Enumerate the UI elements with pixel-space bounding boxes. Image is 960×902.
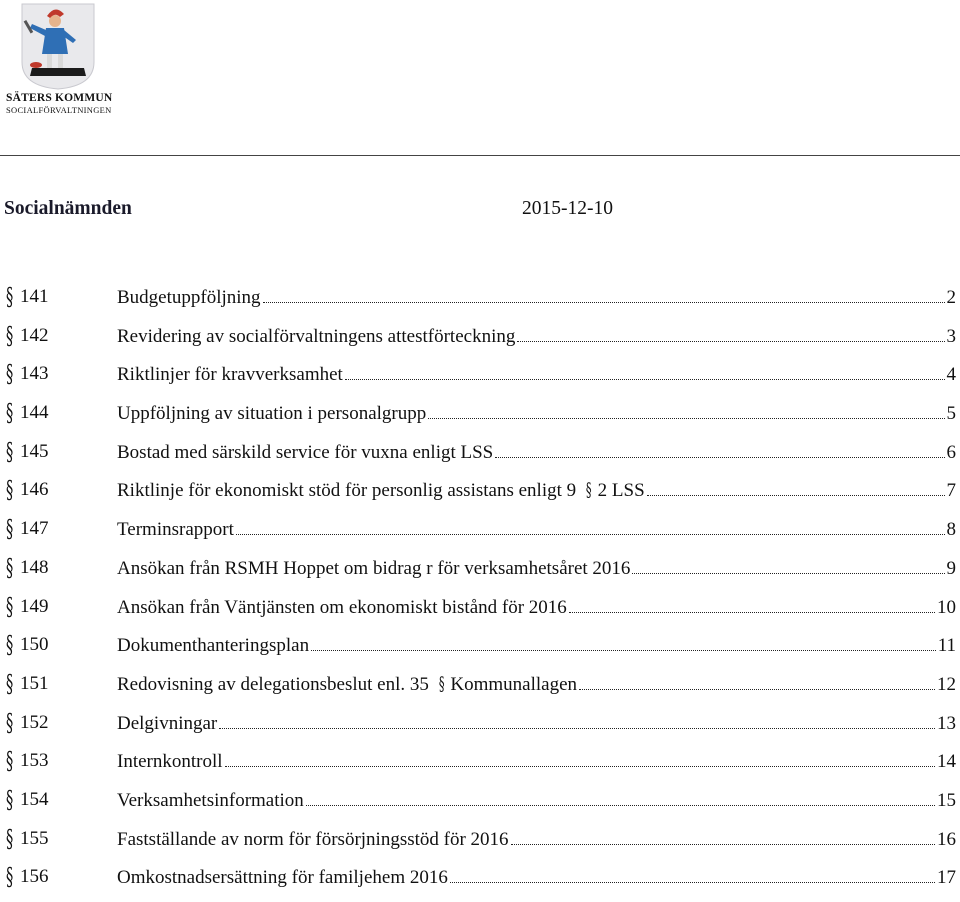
section-sign-icon: § bbox=[6, 553, 14, 582]
toc-entry-line bbox=[117, 747, 956, 776]
section-sign-icon: § bbox=[438, 672, 445, 695]
dot-leader bbox=[450, 863, 935, 883]
section-sign-icon: § bbox=[6, 785, 14, 814]
dot-leader bbox=[495, 438, 944, 458]
toc-entry-line bbox=[117, 554, 956, 583]
toc-entry-title: Budgetuppföljning bbox=[117, 287, 261, 308]
toc-entry-title: Verksamhetsinformation bbox=[117, 789, 304, 811]
toc-entry[interactable] bbox=[0, 399, 960, 438]
toc-entry[interactable] bbox=[0, 631, 960, 670]
toc-entry[interactable] bbox=[0, 825, 960, 864]
toc-entry-page-number: 5 bbox=[946, 403, 956, 425]
table-of-contents bbox=[0, 283, 960, 902]
toc-entry[interactable] bbox=[0, 747, 960, 786]
toc-entry-page-number: 7 bbox=[946, 480, 956, 502]
toc-entry-number: 148 bbox=[20, 556, 49, 578]
section-sign-icon: § bbox=[6, 360, 14, 389]
section-sign-icon: § bbox=[6, 515, 14, 544]
header-divider bbox=[0, 155, 960, 156]
dot-leader bbox=[647, 476, 945, 496]
toc-entry-line bbox=[117, 360, 956, 389]
dot-leader bbox=[263, 283, 945, 303]
toc-entry-page-number: 2 bbox=[946, 287, 956, 308]
toc-entry-number: 150 bbox=[20, 634, 49, 656]
toc-entry[interactable] bbox=[0, 515, 960, 554]
toc-entry-title: Internkontroll bbox=[117, 751, 223, 773]
toc-entry-line bbox=[117, 825, 956, 854]
document-heading bbox=[4, 198, 704, 226]
toc-entry-number: 152 bbox=[20, 711, 49, 733]
section-sign-icon: § bbox=[6, 437, 14, 466]
toc-entry[interactable] bbox=[0, 786, 960, 825]
toc-entry-line bbox=[117, 476, 956, 505]
toc-entry-title-continued: Kommunallagen bbox=[450, 673, 578, 695]
toc-entry-title: Dokumenthanteringsplan bbox=[117, 635, 310, 657]
toc-entry-line bbox=[117, 709, 956, 738]
toc-entry-number: 143 bbox=[20, 363, 49, 385]
document-title: Socialnämnden bbox=[4, 198, 132, 219]
toc-entry-title: Redovisning av delegationsbeslut enl. 35 bbox=[117, 673, 429, 695]
toc-entry[interactable] bbox=[0, 593, 960, 632]
toc-entry-title: Terminsrapport bbox=[117, 519, 234, 541]
toc-entry-line bbox=[117, 515, 956, 544]
toc-entry[interactable] bbox=[0, 863, 960, 902]
toc-entry[interactable] bbox=[0, 709, 960, 748]
toc-entry-line bbox=[117, 283, 956, 312]
section-sign-icon: § bbox=[6, 747, 14, 776]
section-sign-icon: § bbox=[6, 708, 14, 737]
toc-entry[interactable] bbox=[0, 554, 960, 593]
toc-entry-line bbox=[117, 399, 956, 428]
toc-entry-page-number: 4 bbox=[946, 364, 956, 386]
toc-entry-line bbox=[117, 322, 956, 351]
toc-entry-title: Ansökan från Väntjänsten om ekonomiskt bistånd för 2016 bbox=[117, 596, 567, 618]
section-sign-icon: § bbox=[6, 631, 14, 660]
toc-entry-title: Ansökan från RSMH Hoppet om bidrag r för verksamhetsåret 2016 bbox=[117, 557, 631, 579]
municipality-logo bbox=[6, 2, 116, 115]
toc-entry-title-continued: 2 LSS bbox=[597, 480, 645, 502]
section-sign-icon: § bbox=[6, 863, 14, 892]
toc-entry-title: Uppföljning av situation i personalgrupp bbox=[117, 403, 427, 425]
toc-entry-number: 144 bbox=[20, 402, 49, 424]
section-sign-icon: § bbox=[6, 399, 14, 428]
dot-leader bbox=[236, 515, 945, 535]
toc-entry[interactable] bbox=[0, 283, 960, 322]
toc-entry-title: Riktlinjer för kravverksamhet bbox=[117, 364, 343, 386]
toc-entry-number: 142 bbox=[20, 324, 49, 346]
toc-entry-number: 153 bbox=[20, 750, 49, 772]
toc-entry-title: Revidering av socialförvaltningens attestförteckning bbox=[117, 325, 516, 347]
toc-entry-number: 156 bbox=[20, 866, 49, 888]
toc-entry-page-number: 14 bbox=[937, 751, 956, 773]
toc-entry-number: 151 bbox=[20, 672, 49, 694]
toc-entry-page-number: 17 bbox=[937, 867, 956, 889]
toc-entry-page-number: 12 bbox=[937, 673, 956, 695]
toc-entry-line bbox=[117, 863, 956, 892]
toc-entry-number: 155 bbox=[20, 827, 49, 849]
toc-entry-title: Bostad med särskild service för vuxna enligt LSS bbox=[117, 441, 494, 463]
toc-entry-line bbox=[117, 631, 956, 660]
toc-entry-page-number: 3 bbox=[946, 325, 956, 347]
toc-entry-line bbox=[117, 438, 956, 467]
toc-entry-line bbox=[117, 786, 956, 815]
dot-leader bbox=[632, 554, 944, 574]
toc-entry-page-number: 16 bbox=[937, 828, 956, 850]
toc-entry-page-number: 6 bbox=[946, 441, 956, 463]
dot-leader bbox=[345, 360, 945, 380]
section-sign-icon: § bbox=[6, 476, 14, 505]
toc-entry-number: 149 bbox=[20, 595, 49, 617]
section-sign-icon: § bbox=[6, 321, 14, 350]
toc-entry-page-number: 15 bbox=[937, 789, 956, 811]
dot-leader bbox=[428, 399, 944, 419]
toc-entry-number: 147 bbox=[20, 518, 49, 540]
section-sign-icon: § bbox=[6, 592, 14, 621]
toc-entry-title: Delgivningar bbox=[117, 712, 218, 734]
dot-leader bbox=[219, 709, 935, 729]
section-sign-icon: § bbox=[586, 479, 592, 502]
org-name: SÄTERS KOMMUN bbox=[6, 92, 113, 104]
toc-entry-number: 146 bbox=[20, 479, 49, 501]
toc-entry-page-number: 10 bbox=[937, 596, 956, 618]
toc-entry[interactable] bbox=[0, 360, 960, 399]
dot-leader bbox=[225, 747, 935, 767]
toc-entry-number: 141 bbox=[20, 286, 49, 307]
dot-leader bbox=[311, 631, 936, 651]
toc-entry-number: 145 bbox=[20, 440, 49, 462]
dot-leader bbox=[569, 593, 935, 613]
toc-entry-number: 154 bbox=[20, 788, 49, 810]
toc-entry-page-number: 9 bbox=[946, 557, 956, 579]
toc-entry-page-number: 11 bbox=[937, 635, 956, 657]
toc-entry[interactable] bbox=[0, 322, 960, 361]
toc-entry-page-number: 8 bbox=[946, 519, 956, 541]
dot-leader bbox=[306, 786, 935, 806]
toc-entry-title: Riktlinje för ekonomiskt stöd för personlig assistans enligt 9 bbox=[117, 480, 577, 502]
toc-entry-page-number: 13 bbox=[937, 712, 956, 734]
toc-entry[interactable] bbox=[0, 438, 960, 477]
dot-leader bbox=[579, 670, 935, 690]
dot-leader bbox=[511, 825, 935, 845]
coat-of-arms-icon bbox=[20, 2, 96, 90]
dot-leader bbox=[517, 322, 944, 342]
toc-entry-title: Fastställande av norm för försörjningsstöd för 2016 bbox=[117, 828, 509, 850]
toc-entry-title: Omkostnadsersättning för familjehem 2016 bbox=[117, 867, 448, 889]
section-sign-icon: § bbox=[6, 283, 14, 311]
section-sign-icon: § bbox=[6, 824, 14, 853]
org-department: SOCIALFÖRVALTNINGEN bbox=[6, 105, 112, 115]
toc-entry[interactable] bbox=[0, 670, 960, 709]
toc-entry-line bbox=[117, 593, 956, 622]
section-sign-icon: § bbox=[6, 669, 14, 698]
meeting-date: 2015-12-10 bbox=[522, 198, 613, 219]
toc-entry[interactable] bbox=[0, 476, 960, 515]
toc-entry-line bbox=[117, 670, 956, 699]
